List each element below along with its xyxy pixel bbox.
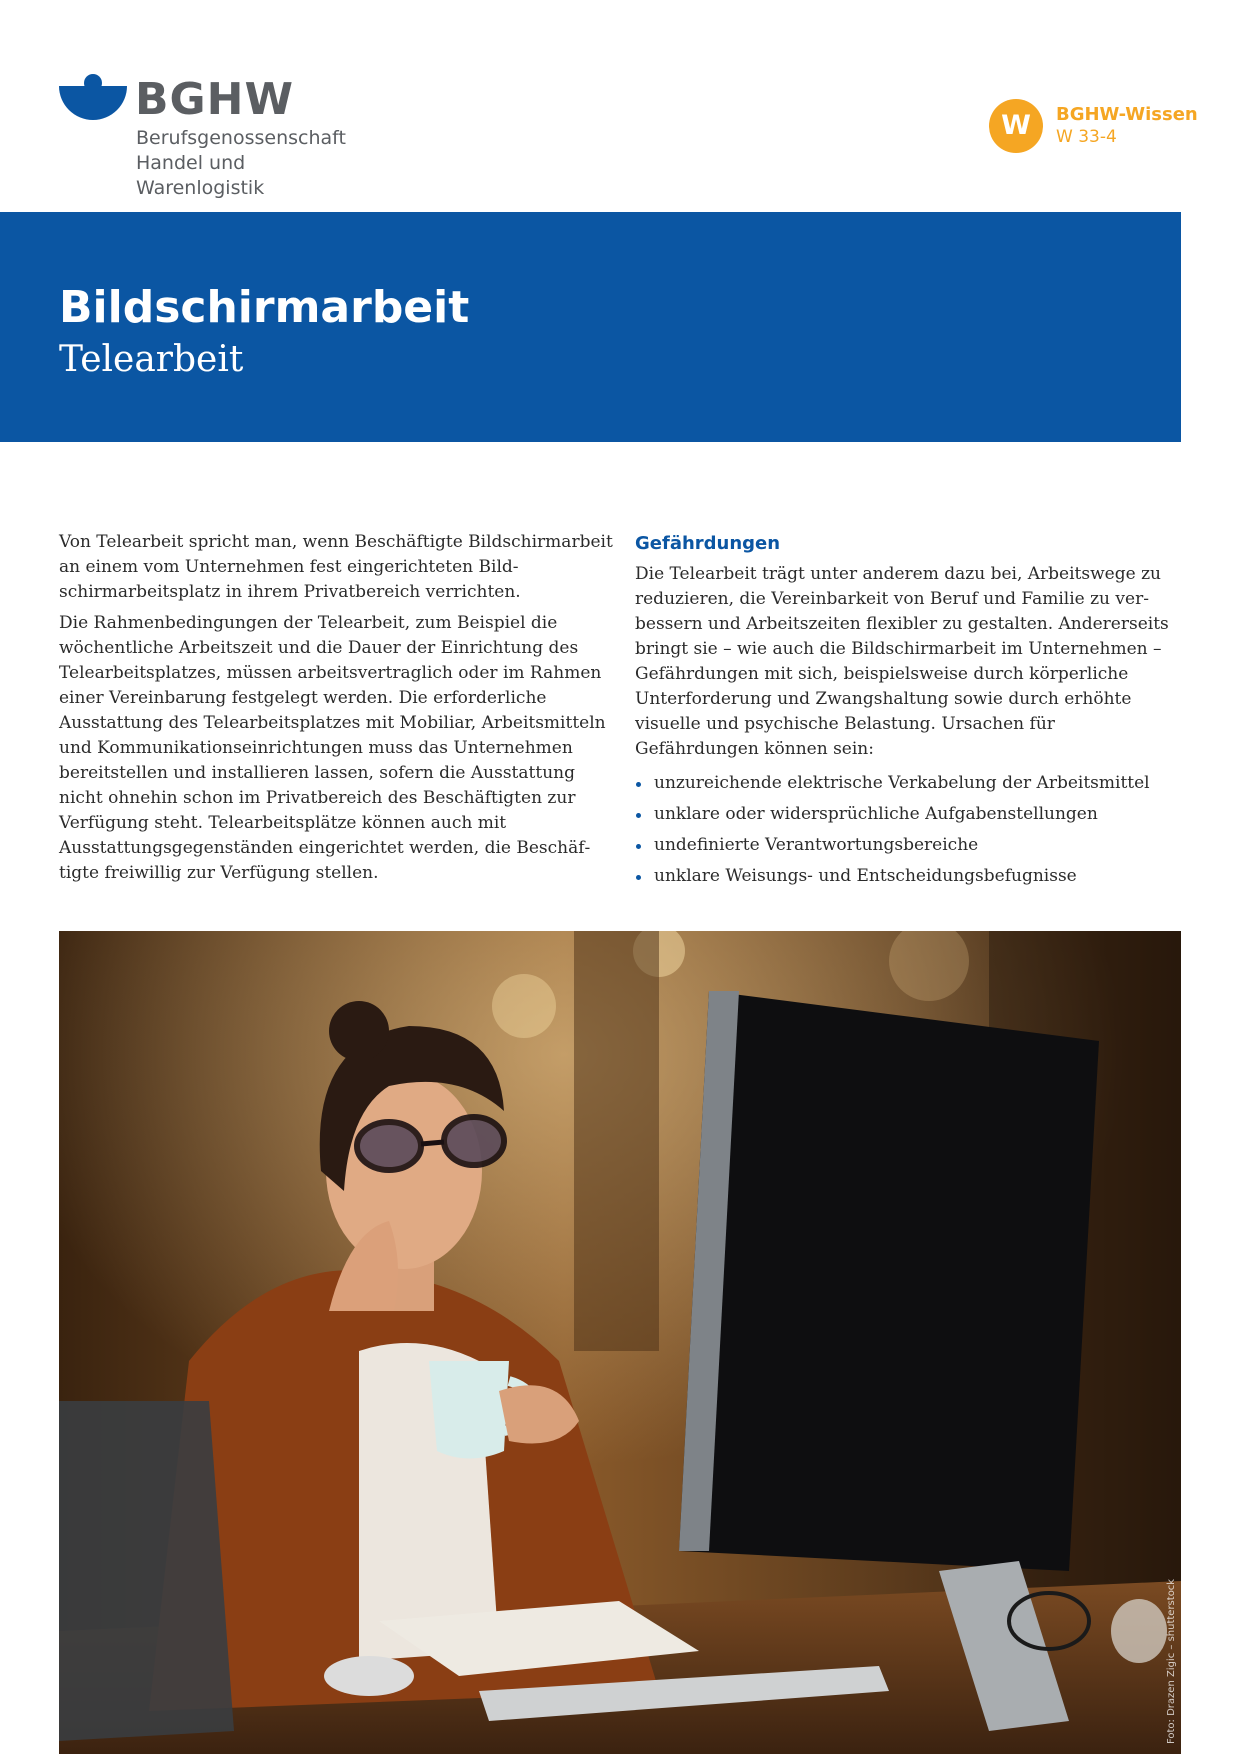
logo-subtitle-line2: Handel und Warenlogistik (136, 152, 265, 199)
framework-paragraph: Die Rahmenbedingungen der Telearbeit, zum Beispiel die wöchentliche Arbeitszeit und die Dauer der Einrichtung des Telearbeitsplatzes, müssen arbeitsvertraglich oder im Rahmen einer Vereinbarung festgelegt werden. Die erforderliche Ausstattung des Telearbeitsplatzes mit Mobiliar, Arbeitsmitteln und Kommunikationseinrichtungen muss das Unternehmen bereitstellen und installieren lassen, sofern die Ausstattung nicht ohnehin schon im Privatbereich des Beschäftigten zur Verfügung steht. Telearbeitsplätze können auch mit Ausstattungsgegenständen eingerichtet werden, die Beschäftigte freiwillig zur Verfügung stellen. (59, 613, 606, 883)
page-title: Bildschirmarbeit (59, 282, 470, 333)
title-band (0, 212, 1181, 442)
left-column (59, 530, 614, 892)
list-item: unklare oder widersprüchliche Aufgabenstellungen (635, 799, 1180, 830)
photo-credit: Foto: Drazen Zigic – shutterstock (1166, 1578, 1177, 1744)
right-column (635, 530, 1180, 892)
bghw-logo (59, 74, 379, 199)
logo-subtitle (136, 126, 379, 201)
photo-woman-at-computer (59, 931, 1181, 1754)
bghw-emblem-icon (59, 74, 127, 126)
list-item: unzureichende elektrische Verkabelung der Arbeitsmittel (635, 768, 1180, 799)
series-badge: W (989, 99, 1043, 153)
hazards-list (635, 768, 1180, 892)
series-label (1056, 104, 1198, 148)
page-subtitle: Telearbeit (59, 339, 244, 380)
series-name: BGHW-Wissen (1056, 104, 1198, 125)
series-code: W 33-4 (1056, 127, 1117, 147)
section-heading: Gefährdungen (635, 533, 781, 554)
photo-illustration (59, 931, 1181, 1754)
hazards-paragraph: Die Telearbeit trägt unter anderem dazu bei, Arbeitswege zu reduzieren, die Vereinbarkeit von Beruf und Familie zu verbessern und Arbeitszeiten flexibler zu gestalten. Andererseits bringt sie – wie auch die Bildschirmarbeit im Unternehmen – Gefährdungen mit sich, beispielsweise durch körperliche Unterforderung und Zwangshaltung sowie durch erhöhte visuelle und psychische Belastung. Ursachen für Gefährdungen können sein: (635, 564, 1169, 759)
logo-name: BGHW (135, 74, 295, 125)
intro-paragraph: Von Telearbeit spricht man, wenn Beschäftigte Bildschirmarbeit an einem vom Unternehmen fest eingerichteten Bildschirmarbeitsplatz in ihrem Privatbereich verrichten. (59, 532, 613, 602)
list-item: unklare Weisungs- und Entscheidungsbefugnisse (635, 861, 1180, 892)
list-item: undefinierte Verantwortungsbereiche (635, 830, 1180, 861)
logo-subtitle-line1: Berufsgenossenschaft (136, 127, 346, 149)
